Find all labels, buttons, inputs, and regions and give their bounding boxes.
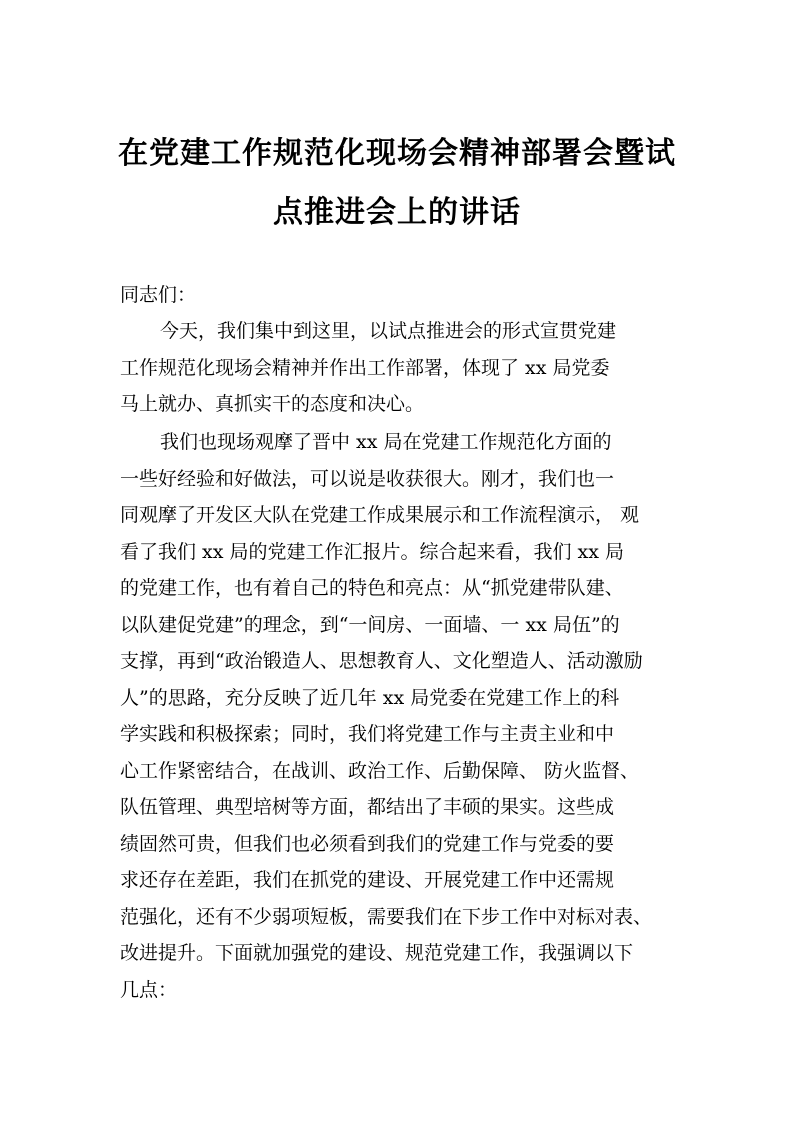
paragraph-2-line: 心工作紧密结合，在战训、政治工作、后勤保障、 防火监督、 <box>120 759 640 782</box>
paragraph-2-line: 范强化，还有不少弱项短板，需要我们在下步工作中对标对表、 <box>120 905 653 928</box>
paragraph-2-line: 几点： <box>120 978 178 1001</box>
paragraph-1-line: 工作规范化现场会精神并作出工作部署，体现了 xx 局党委 <box>120 356 610 379</box>
paragraph-2-line: 看了我们 xx 局的党建工作汇报片。综合起来看，我们 xx 局 <box>120 540 625 563</box>
paragraph-2-line: 我们也现场观摩了晋中 xx 局在党建工作规范化方面的 <box>160 431 612 453</box>
paragraph-1-line: 马上就办、真抓实干的态度和决心。 <box>120 393 425 415</box>
document-title-line-1: 在党建工作规范化现场会精神部署会暨试 <box>118 136 676 171</box>
paragraph-2-line: 支撑，再到“政治锻造人、思想教育人、文化塑造人、活动激励 <box>120 650 643 672</box>
paragraph-2-line: 改进提升。下面就加强党的建设、规范党建工作，我强调以下 <box>120 942 634 964</box>
paragraph-2-line: 绩固然可贵，但我们也必须看到我们的党建工作与党委的要 <box>120 832 615 855</box>
paragraph-2 <box>120 424 700 1008</box>
paragraph-2-line: 队伍管理、典型培树等方面，都结出了丰硕的果实。这些成 <box>120 796 615 818</box>
paragraph-1 <box>120 313 700 423</box>
paragraph-2-line: 求还存在差距，我们在抓党的建设、开展党建工作中还需规 <box>120 869 615 891</box>
paragraph-2-line: 的党建工作，也有着自己的特色和亮点：从“抓党建带队建、 <box>120 577 624 599</box>
paragraph-2-line: 同观摩了开发区大队在党建工作成果展示和工作流程演示， 观 <box>120 504 640 526</box>
paragraph-2-line: 人”的思路，充分反映了近几年 xx 局党委在党建工作上的科 <box>120 686 620 709</box>
paragraph-2-line: 学实践和积极探索；同时，我们将党建工作与主责主业和中 <box>120 723 615 745</box>
paragraph-1-line: 今天，我们集中到这里，以试点推进会的形式宣贯党建 <box>160 320 617 342</box>
paragraph-2-line: 以队建促党建”的理念，到“一间房、一面墙、一 xx 局伍”的 <box>120 613 620 636</box>
paragraph-2-line: 一些好经验和好做法，可以说是收获很大。刚才，我们也一 <box>120 467 615 490</box>
document-title-line-2: 点推进会上的讲话 <box>273 195 521 230</box>
greeting: 同志们： <box>120 284 197 306</box>
